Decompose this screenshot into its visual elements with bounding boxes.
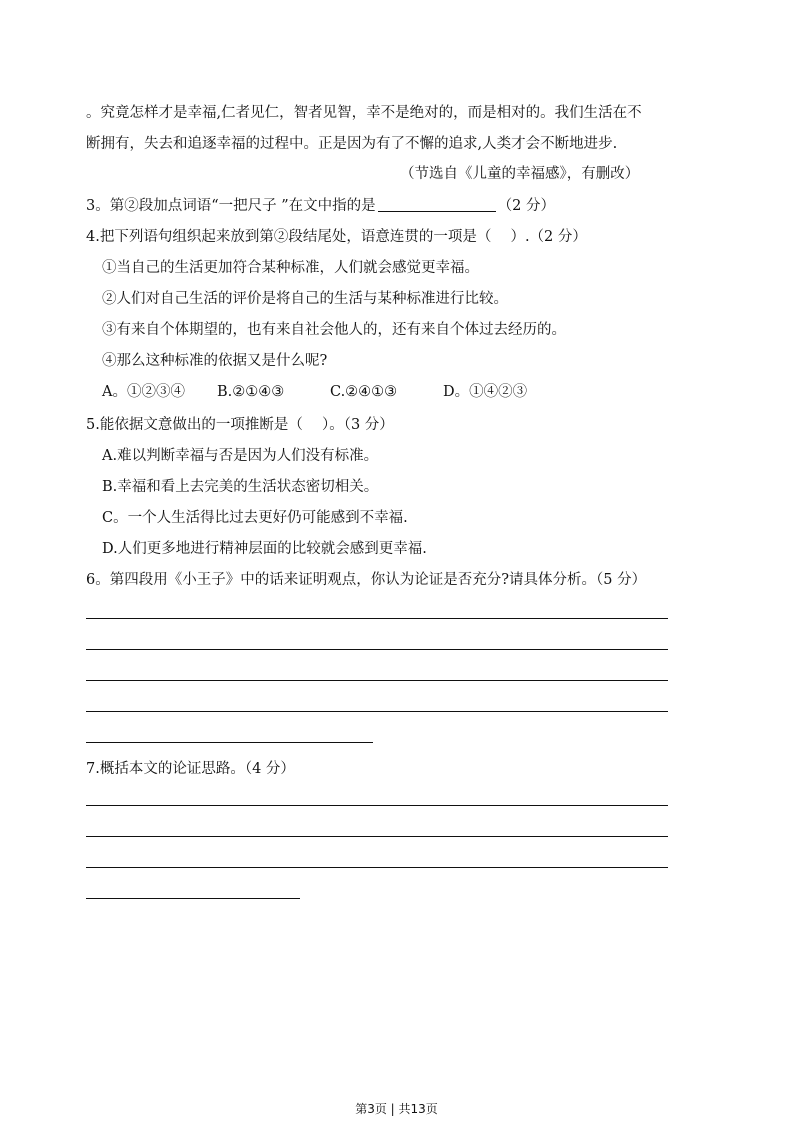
q5-option-d[interactable]: D.人们更多地进行精神层面的比较就会感到更幸福. — [102, 541, 427, 557]
question-6-stem: 6。第四段用《小王子》中的话来证明观点，你认为论证是否充分?请具体分析。（5 分） — [86, 572, 647, 588]
question-4-stem: 4.把下列语句组织起来放到第②段结尾处，语意连贯的一项是（ ）.（2 分） — [86, 229, 587, 245]
q4-sentence-1: ①当自己的生活更加符合某种标准，人们就会感觉更幸福。 — [102, 260, 479, 276]
passage-line-1: 。究竟怎样才是幸福,仁者见仁，智者见智，幸不是绝对的，而是相对的。我们生活在不 — [86, 105, 642, 121]
passage-line-2: 断拥有，失去和追逐幸福的过程中。正是因为有了不懈的追求,人类才会不断地进步. — [86, 136, 618, 152]
question-3-score: （2 分） — [497, 198, 556, 214]
question-3 — [86, 196, 555, 216]
q4-sentence-4: ④那么这种标准的依据又是什么呢? — [102, 353, 328, 369]
answer-line[interactable] — [86, 711, 668, 712]
answer-line[interactable] — [86, 680, 668, 681]
q4-option-a[interactable]: A。①②③④ — [102, 384, 185, 400]
question-3-text: 3。第②段加点词语“一把尺子 ”在文中指的是 — [86, 198, 376, 214]
q5-option-c[interactable]: C。一个人生活得比过去更好仍可能感到不幸福. — [102, 510, 408, 526]
page-footer: 第3页 | 共13页 — [355, 1102, 438, 1116]
q4-sentence-3: ③有来自个体期望的，也有来自社会他人的，还有来自个体过去经历的。 — [102, 322, 566, 338]
answer-line[interactable] — [86, 649, 668, 650]
q4-sentence-2: ②人们对自己生活的评价是将自己的生活与某种标准进行比较。 — [102, 291, 508, 307]
answer-line[interactable] — [86, 836, 668, 837]
answer-blank[interactable] — [378, 197, 496, 212]
q4-option-b[interactable]: B.②①④③ — [217, 384, 285, 400]
q5-option-a[interactable]: A.难以判断幸福与否是因为人们没有标准。 — [102, 448, 379, 464]
q5-option-b[interactable]: B.幸福和看上去完美的生活状态密切相关。 — [102, 479, 379, 495]
question-5-stem: 5.能依据文意做出的一项推断是（ ）。（3 分） — [86, 417, 394, 433]
q4-option-d[interactable]: D。①④②③ — [443, 384, 528, 400]
answer-line[interactable] — [86, 898, 300, 899]
answer-line[interactable] — [86, 742, 373, 743]
q4-option-c[interactable]: C.②④①③ — [330, 384, 398, 400]
answer-line[interactable] — [86, 805, 668, 806]
question-7-stem: 7.概括本文的论证思路。（4 分） — [86, 761, 295, 777]
answer-line[interactable] — [86, 867, 668, 868]
answer-line[interactable] — [86, 618, 668, 619]
passage-source: （节选自《儿童的幸福感》，有删改） — [400, 166, 640, 182]
